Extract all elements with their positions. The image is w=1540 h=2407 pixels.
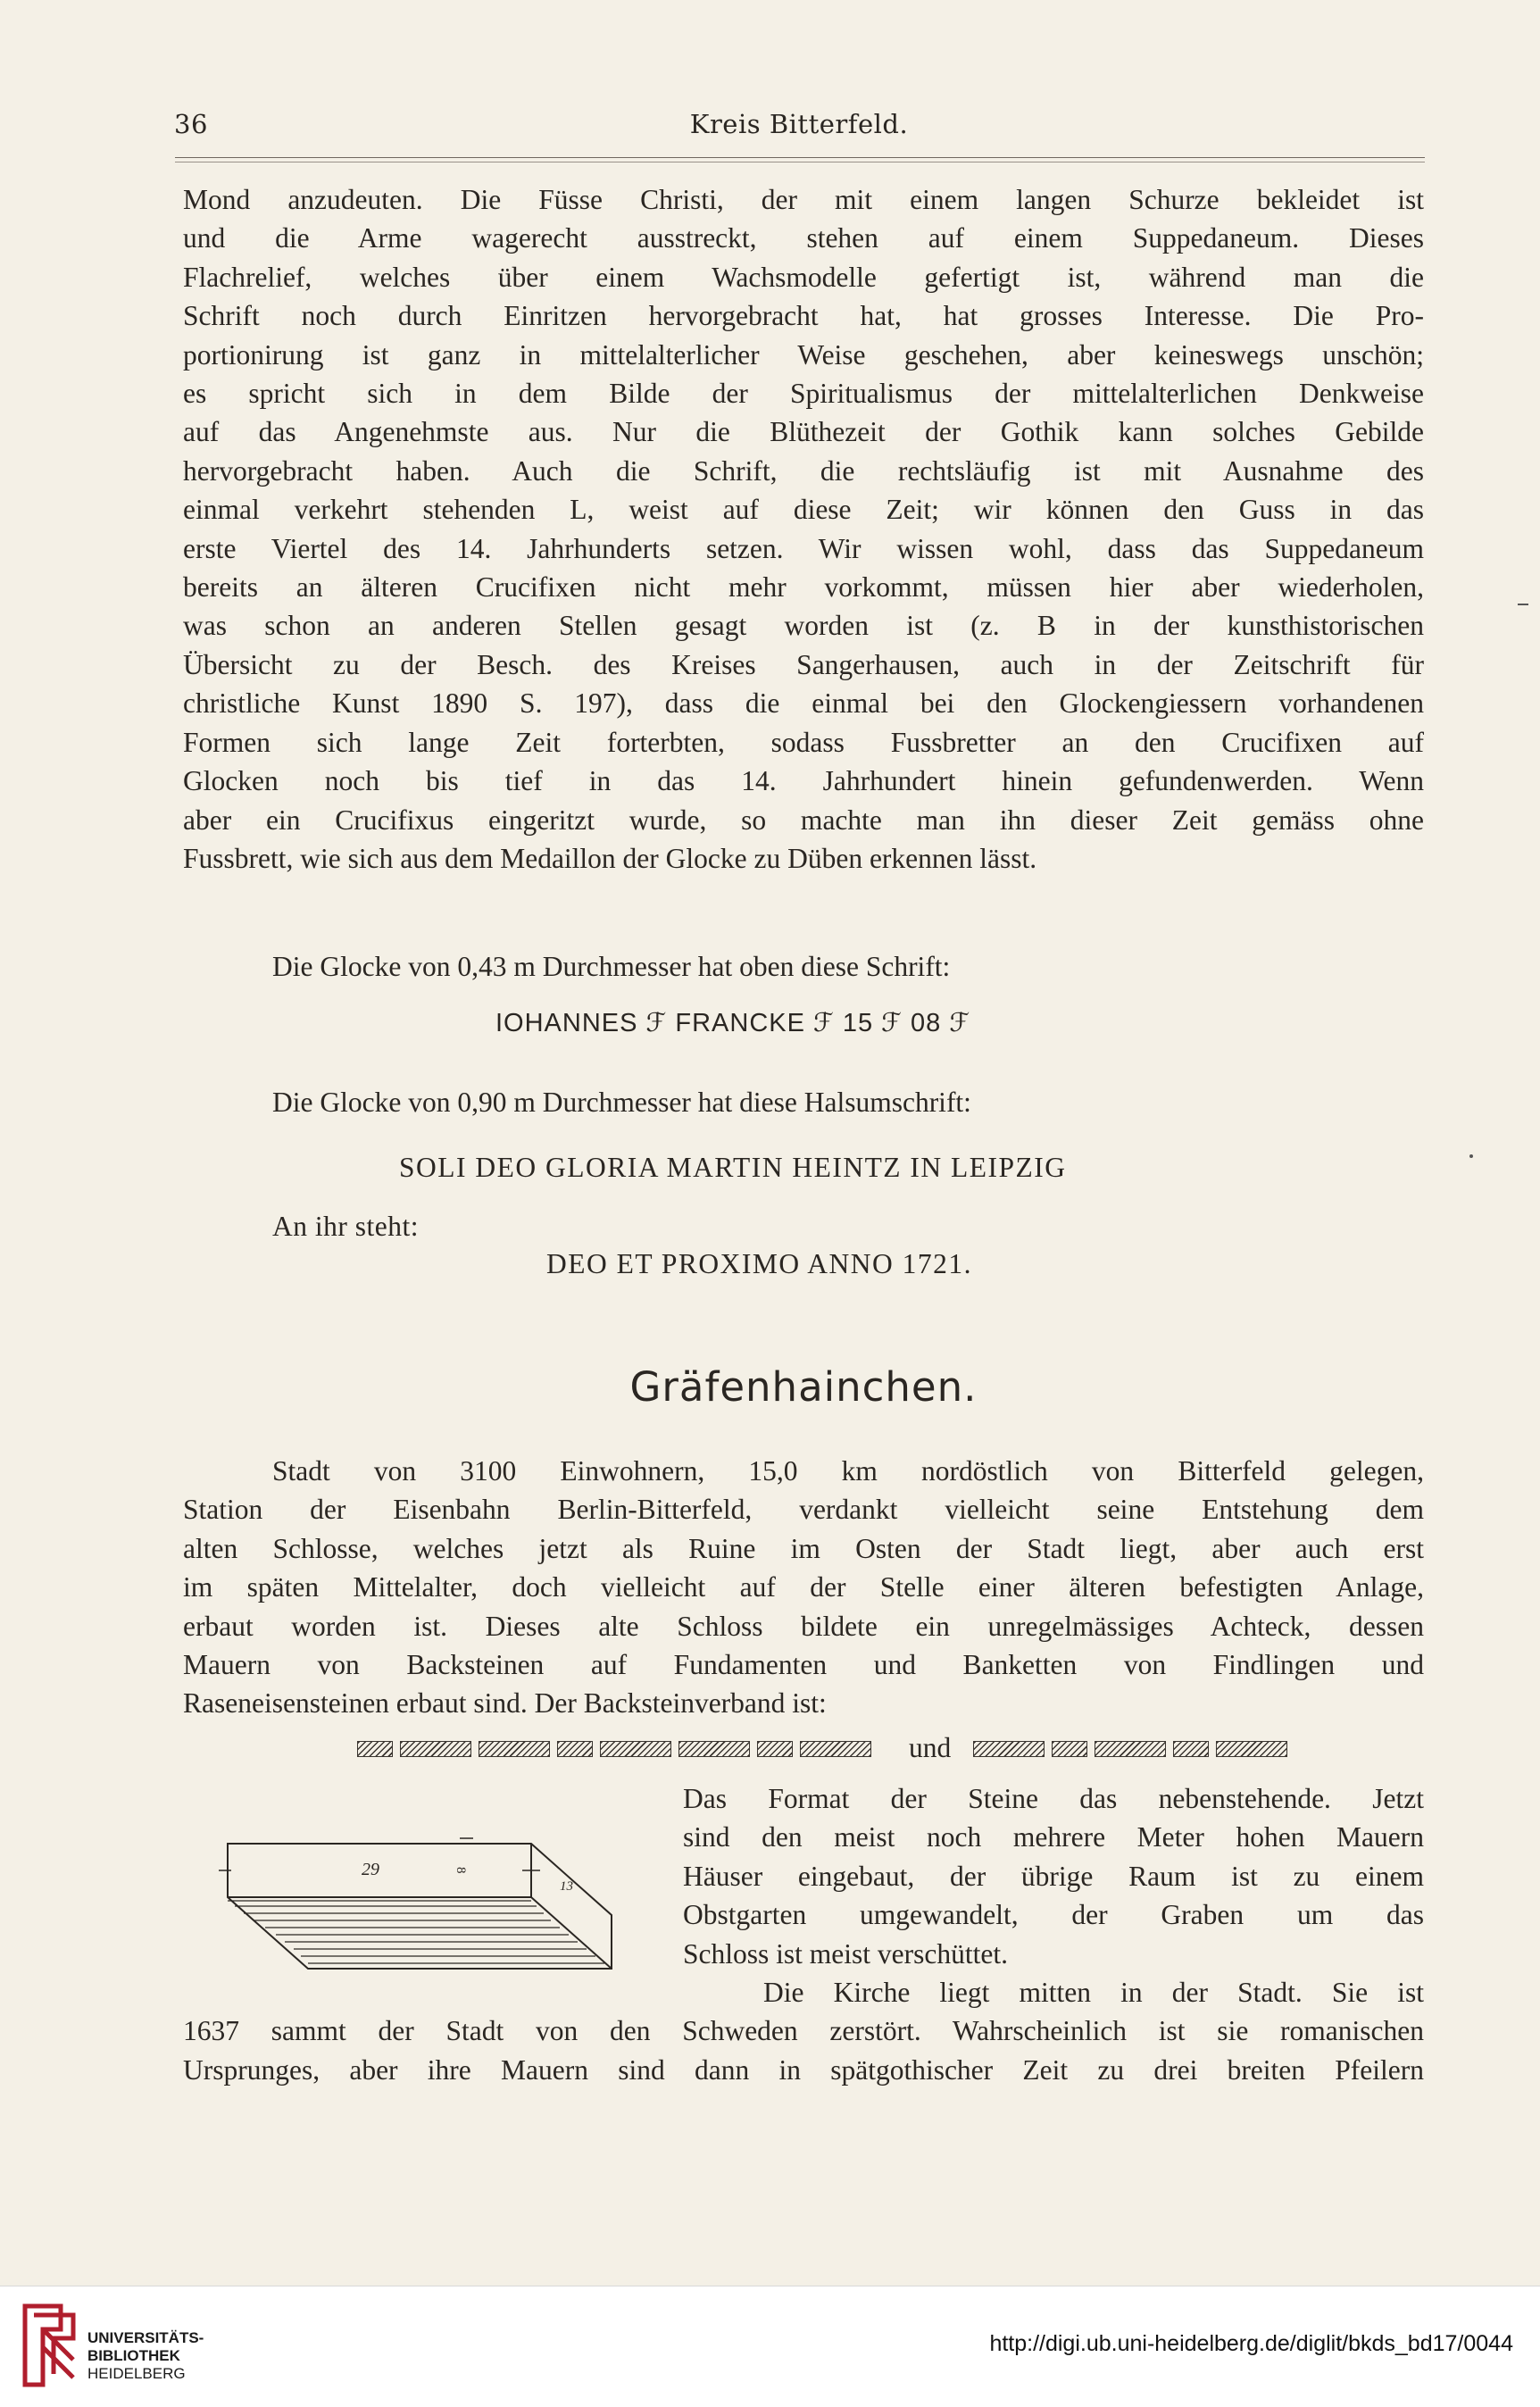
page-number: 36	[174, 109, 208, 139]
text-line: einmal verkehrt stehenden L, weist auf diese Zeit; wir können den Guss in das	[183, 494, 1424, 526]
figure-height-label: 8	[454, 1867, 468, 1874]
brick-header	[557, 1741, 593, 1757]
source-url-link[interactable]: http://digi.ub.uni-heidelberg.de/diglit/bkds_bd17/0044	[989, 2331, 1513, 2356]
text-line: christliche Kunst 1890 S. 197), dass die einmal bei den Glockengiessern vorhandenen	[183, 687, 1424, 720]
paragraph-3	[183, 1973, 1424, 2089]
brick-stretcher	[1216, 1741, 1287, 1757]
paragraph-1	[183, 180, 1424, 878]
library-name	[87, 2329, 204, 2383]
brick-header	[1173, 1741, 1209, 1757]
text-line: Das Format der Steine das nebenstehende. Jetzt	[683, 1783, 1424, 1814]
text-line: 1637 sammt der Stadt von den Schweden zerstört. Wahrscheinlich ist sie romanischen	[183, 2015, 1424, 2047]
library-name-line: BIBLIOTHEK	[87, 2347, 180, 2364]
brick-stretcher	[600, 1741, 671, 1757]
bell2-intro	[272, 1083, 1424, 1121]
margin-mark	[1518, 604, 1528, 605]
text-line: portionirung ist ganz in mittelalterlicher Weise geschehen, aber keineswegs unschön;	[183, 338, 1424, 371]
text-line: Stadt von 3100 Einwohnern, 15,0 km nordöstlich von Bitterfeld gelegen,	[272, 1455, 1424, 1487]
running-header	[174, 109, 1424, 148]
bell2-side-inscription: DEO ET PROXIMO ANNO 1721.	[546, 1248, 973, 1279]
text-line: Häuser eingebaut, der übrige Raum ist zu einem	[683, 1860, 1424, 1892]
margin-mark	[1469, 1154, 1473, 1158]
brick-stretcher	[678, 1741, 750, 1757]
brick-bond-connector: und	[909, 1732, 952, 1763]
brick-stretcher	[1095, 1741, 1166, 1757]
paragraph-2	[183, 1452, 1424, 1723]
text-line: Die Kirche liegt mitten in der Stadt. Sie ist	[763, 1977, 1424, 2008]
text-line: Die Glocke von 0,90 m Durchmesser hat diese Halsumschrift:	[272, 1087, 971, 1118]
text-line: Die Glocke von 0,43 m Durchmesser hat oben diese Schrift:	[272, 951, 951, 982]
text-line: es spricht sich in dem Bilde der Spiritualismus der mittelalterlichen Denkweise	[183, 378, 1424, 410]
running-title: Kreis Bitterfeld.	[689, 109, 909, 139]
section-title: Gräfenhainchen.	[629, 1363, 978, 1411]
figure-length-label: 29	[362, 1860, 379, 1879]
text-line: auf das Angenehmste aus. Nur die Blüthezeit der Gothik kann solches Gebilde	[183, 416, 1424, 448]
text-line: aber ein Crucifixus eingeritzt wurde, so machte man ihn dieser Zeit gemäss ohne	[183, 804, 1424, 836]
text-line: Obstgarten umgewandelt, der Graben um das	[683, 1899, 1424, 1931]
text-line: und die Arme wagerecht ausstreckt, stehen auf einem Suppedaneum. Dieses	[183, 222, 1424, 254]
text-line: Schloss ist meist verschüttet.	[683, 1937, 1008, 1970]
text-line: Raseneisensteinen erbaut sind. Der Backsteinverband ist:	[183, 1687, 827, 1720]
text-line: bereits an älteren Crucifixen nicht mehr vorkommt, müssen hier aber wiederholen,	[183, 571, 1424, 604]
text-line: alten Schlosse, welches jetzt als Ruine im Osten der Stadt liegt, aber auch erst	[183, 1532, 1424, 1564]
text-line: Mauern von Backsteinen auf Fundamenten und Banketten von Findlingen und	[183, 1649, 1424, 1681]
brick-header	[757, 1741, 793, 1757]
brick-format-figure	[219, 1835, 620, 1978]
brick-stretcher	[479, 1741, 550, 1757]
text-line: sind den meist noch mehrere Meter hohen Mauern	[683, 1821, 1424, 1853]
library-name-line: HEIDELBERG	[87, 2365, 186, 2382]
brick-stretcher	[973, 1741, 1045, 1757]
text-line: Fussbrett, wie sich aus dem Medaillon der Glocke zu Düben erkennen lässt.	[183, 842, 1037, 874]
text-line: Station der Eisenbahn Berlin-Bitterfeld, verdankt vielleicht seine Entstehung dem	[183, 1494, 1424, 1526]
text-line: Formen sich lange Zeit forterbten, sodass Fussbretter an den Crucifixen auf	[183, 726, 1424, 758]
text-line: Glocken noch bis tief in das 14. Jahrhundert hinein gefundenwerden. Wenn	[183, 765, 1424, 797]
bell2-inscription: SOLI DEO GLORIA MARTIN HEINTZ IN LEIPZIG	[399, 1152, 1067, 1183]
library-name-line: UNIVERSITÄTS-	[87, 2329, 204, 2346]
brick-stretcher	[800, 1741, 871, 1757]
text-line: Flachrelief, welches über einem Wachsmodelle gefertigt ist, während man die	[183, 261, 1424, 293]
text-line: Ursprunges, aber ihre Mauern sind dann in spätgothischer Zeit zu drei breiten Pfeilern	[183, 2053, 1424, 2086]
bell2-side-label: An ihr steht:	[272, 1211, 419, 1242]
text-line: erste Viertel des 14. Jahrhunderts setzen. Wir wissen wohl, dass das Suppedaneum	[183, 532, 1424, 564]
side-paragraph	[683, 1779, 1424, 1973]
text-line: Mond anzudeuten. Die Füsse Christi, der mit einem langen Schurze bekleidet ist	[183, 184, 1424, 215]
bell1-intro	[272, 947, 1424, 986]
footer-bar	[0, 2286, 1540, 2407]
text-line: erbaut worden ist. Dieses alte Schloss bildete ein unregelmässiges Achteck, dessen	[183, 1610, 1424, 1642]
header-rule	[175, 157, 1425, 158]
text-line: Schrift noch durch Einritzen hervorgebracht hat, hat grosses Interesse. Die Pro-	[183, 300, 1424, 332]
text-line: was schon an anderen Stellen gesagt worden ist (z. B in der kunsthistorischen	[183, 610, 1424, 642]
brick-header	[1052, 1741, 1087, 1757]
text-line: Übersicht zu der Besch. des Kreises Sangerhausen, auch in der Zeitschrift für	[183, 648, 1424, 680]
brick-header	[357, 1741, 393, 1757]
text-line: hervorgebracht haben. Auch die Schrift, die rechtsläufig ist mit Ausnahme des	[183, 454, 1424, 487]
text-line: im späten Mittelalter, doch vielleicht auf der Stelle einer älteren befestigten Anlage,	[183, 1571, 1424, 1603]
figure-width-label: 13	[560, 1879, 573, 1894]
library-logo-icon	[20, 2303, 79, 2388]
brick-stretcher	[400, 1741, 471, 1757]
bell1-inscription: IOHANNES ℱ FRANCKE ℱ 15 ℱ 08 ℱ	[495, 1009, 971, 1037]
